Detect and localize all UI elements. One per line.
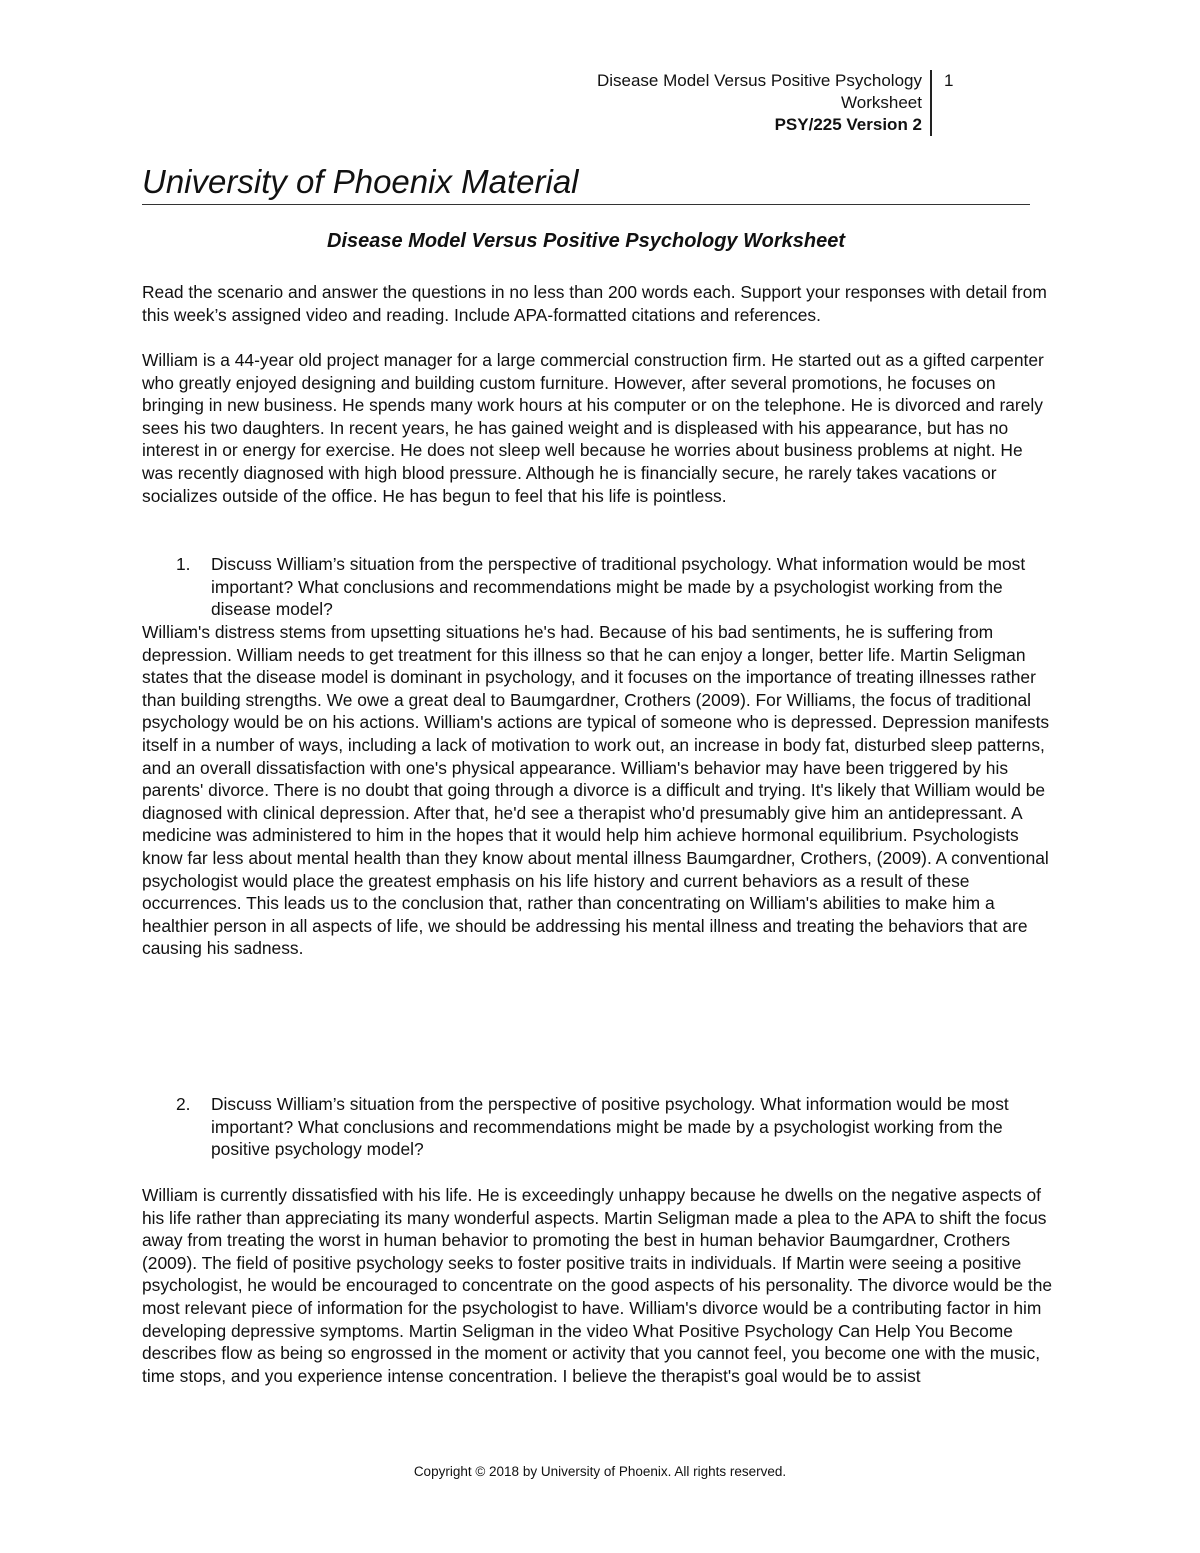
instructions-paragraph: Read the scenario and answer the questions in no less than 200 words each. Support your responses with detail from this week’s assigned video and reading. Include APA-formatted citations and references. xyxy=(142,282,1047,325)
page-number: 1 xyxy=(944,71,954,90)
worksheet-title: Disease Model Versus Positive Psychology Worksheet xyxy=(327,230,845,252)
question-2 xyxy=(142,1093,1058,1161)
question-1-text: Discuss William’s situation from the perspective of traditional psychology. What information would be most important? What conclusions and recommendations might be made by a psychologist working from the disease model? xyxy=(211,554,1026,620)
answer-1-paragraph: William's distress stems from upsetting situations he's had. Because of his bad sentiments, he is suffering from depression. William needs to get treatment for this illness so that he can enjoy a longer, better life. Martin Seligman states that the disease model is dominant in psychology, and it focuses on the importance of treating illnesses rather than building strengths. We owe a great deal to Baumgardner, Crothers (2009). For Williams, the focus of traditional psychology would be on his actions. William's actions are typical of someone who is depressed. Depression manifests itself in a number of ways, including a lack of motivation to work out, an increase in body fat, disturbed sleep patterns, and an overall dissatisfaction with one's physical appearance. William's behavior may have been triggered by his parents' divorce. There is no doubt that going through a divorce is a difficult and trying. It's likely that William would be diagnosed with clinical depression. After that, he'd see a therapist who'd presumably give him an antidepressant. A medicine was administered to him in the hopes that it would help him achieve hormonal equilibrium. Psychologists know far less about mental health than they know about mental illness Baumgardner, Crothers, (2009). A conventional psychologist would place the greatest emphasis on his life history and current behaviors as a result of these occurrences. This leads us to the conclusion that, rather than concentrating on William's abilities to make him a healthier person in all aspects of life, we should be addressing his mental illness and treating the behaviors that are causing his sadness. xyxy=(142,622,1050,959)
header-version: PSY/225 Version 2 xyxy=(774,115,922,134)
university-title: University of Phoenix Material xyxy=(142,160,1030,205)
running-header xyxy=(532,70,932,136)
copyright-footer: Copyright © 2018 by University of Phoenix. All rights reserved. xyxy=(413,1464,787,1479)
answer-2-paragraph: William is currently dissatisfied with his life. He is exceedingly unhappy because he dwells on the negative aspects of his life rather than appreciating its many wonderful aspects. Martin Seligman made a plea to the APA to shift the focus away from treating the worst in human behavior to promoting the best in human behavior Baumgardner, Crothers (2009). The field of positive psychology seeks to foster positive traits in individuals. If Martin were seeing a positive psychologist, he would be encouraged to concentrate on the good aspects of his personality. The divorce would be the most relevant piece of information for the psychologist to have. William's divorce would be a contributing factor in him developing depressive symptoms. Martin Seligman in the video What Positive Psychology Can Help You Become describes flow as being so engrossed in the moment or activity that you cannot feel, you become one with the music, time stops, and you experience intense concentration. I believe the therapist's goal would be to assist xyxy=(142,1185,1053,1386)
question-1-number: 1. xyxy=(176,554,191,574)
question-1 xyxy=(142,553,1058,621)
question-2-number: 2. xyxy=(176,1094,191,1114)
scenario-paragraph: William is a 44-year old project manager for a large commercial construction firm. He started out as a gifted carpenter who greatly enjoyed designing and building custom furniture. However, after several promotions, he focuses on bringing in new business. He spends many work hours at his computer or on the telephone. He is divorced and rarely sees his two daughters. In recent years, he has gained weight and is displeased with his appearance, but has no interest in or energy for exercise. He does not sleep well because he worries about business problems at night. He was recently diagnosed with high blood pressure. Although he is financially secure, he rarely takes vacations or socializes outside of the office. He has begun to feel that his life is pointless. xyxy=(142,350,1044,506)
question-2-text: Discuss William’s situation from the perspective of positive psychology. What information would be most important? What conclusions and recommendations might be made by a psychologist working from the positive psychology model? xyxy=(211,1094,1009,1160)
header-title: Disease Model Versus Positive Psychology Worksheet xyxy=(596,71,922,112)
